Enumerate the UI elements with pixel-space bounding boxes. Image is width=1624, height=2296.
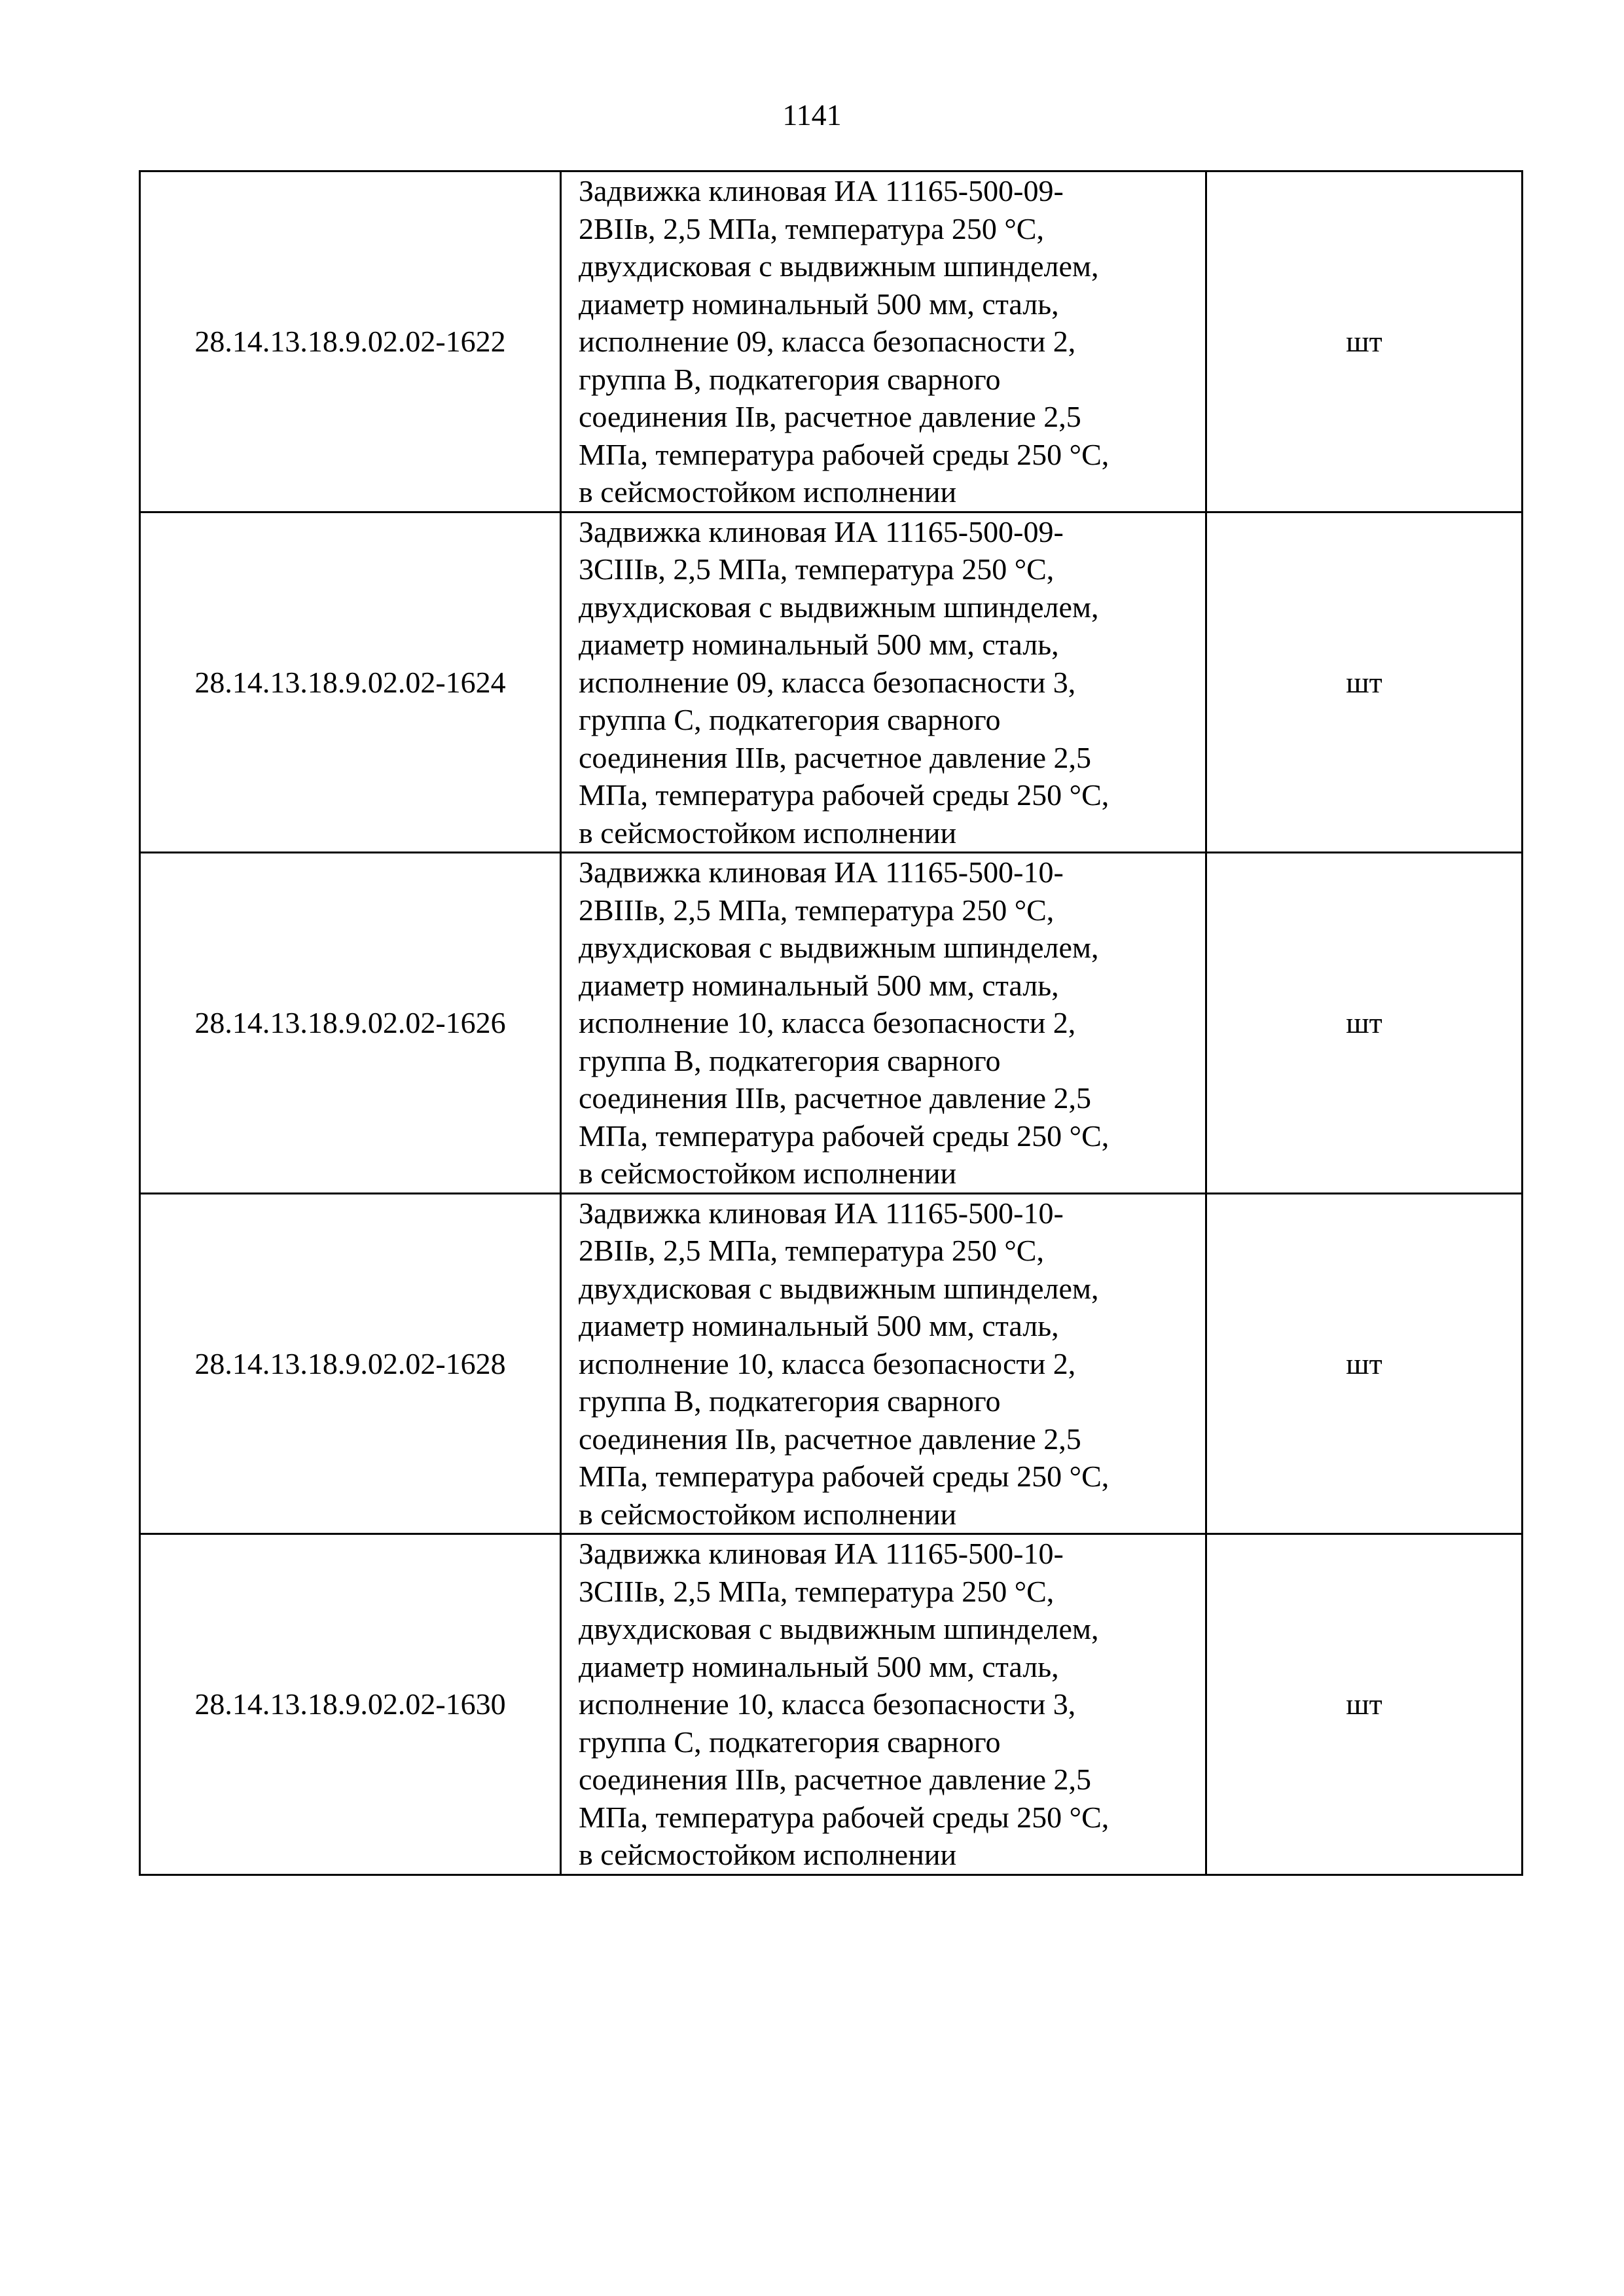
description-line: исполнение 09, класса безопасности 2, (579, 325, 1076, 358)
description-line: диаметр номинальный 500 мм, сталь, (579, 1649, 1059, 1683)
description-line: Задвижка клиновая ИА 11165-500-09- (579, 514, 1064, 548)
description-line: группа В, подкатегория сварного (579, 1384, 1001, 1418)
unit-cell: шт (1206, 853, 1523, 1194)
resource-code-cell: 28.14.13.18.9.02.02-1622 (140, 171, 561, 512)
description-line: диаметр номинальный 500 мм, сталь, (579, 287, 1059, 321)
description-cell (561, 1534, 1206, 1875)
table-row (140, 512, 1523, 853)
description-line: двухдисковая с выдвижным шпинделем, (579, 590, 1099, 624)
description-line: соединения IIв, расчетное давление 2,5 (579, 400, 1081, 433)
description-line: МПа, температура рабочей среды 250 °С, (579, 778, 1110, 812)
description-line: МПа, температура рабочей среды 250 °С, (579, 1119, 1110, 1153)
description-line: исполнение 09, класса безопасности 3, (579, 665, 1076, 699)
description-line: 3СIIIв, 2,5 МПа, температура 250 °С, (579, 552, 1055, 586)
description-line: МПа, температура рабочей среды 250 °С, (579, 437, 1110, 471)
resource-code-cell: 28.14.13.18.9.02.02-1624 (140, 512, 561, 853)
description-line: 3СIIIв, 2,5 МПа, температура 250 °С, (579, 1574, 1055, 1608)
description-line: двухдисковая с выдвижным шпинделем, (579, 249, 1099, 283)
description-line: соединения IIIв, расчетное давление 2,5 (579, 740, 1092, 774)
description-line: в сейсмостойком исполнении (579, 1157, 957, 1190)
table-row (140, 171, 1523, 512)
description-line: диаметр номинальный 500 мм, сталь, (579, 1309, 1059, 1342)
description-line: Задвижка клиновая ИА 11165-500-10- (579, 1196, 1064, 1230)
description-line: двухдисковая с выдвижным шпинделем, (579, 1271, 1099, 1305)
unit-cell: шт (1206, 1534, 1523, 1875)
description-line: МПа, температура рабочей среды 250 °С, (579, 1460, 1110, 1493)
page-number: 1141 (782, 98, 842, 132)
table-body (140, 171, 1523, 1875)
table-row (140, 1534, 1523, 1875)
description-line: исполнение 10, класса безопасности 2, (579, 1006, 1076, 1039)
description-line: группа В, подкатегория сварного (579, 362, 1001, 396)
unit-cell: шт (1206, 1193, 1523, 1534)
description-line: 2ВIIв, 2,5 МПа, температура 250 °С, (579, 1234, 1044, 1267)
description-line: в сейсмостойком исполнении (579, 1497, 957, 1531)
description-line: диаметр номинальный 500 мм, сталь, (579, 968, 1059, 1002)
description-line: исполнение 10, класса безопасности 2, (579, 1346, 1076, 1380)
description-line: в сейсмостойком исполнении (579, 1838, 957, 1871)
description-line: 2ВIIIв, 2,5 МПа, температура 250 °С, (579, 893, 1055, 927)
description-cell (561, 1193, 1206, 1534)
resource-code-cell: 28.14.13.18.9.02.02-1630 (140, 1534, 561, 1875)
description-line: Задвижка клиновая ИА 11165-500-09- (579, 174, 1064, 207)
table-row (140, 1193, 1523, 1534)
description-cell (561, 171, 1206, 512)
description-line: диаметр номинальный 500 мм, сталь, (579, 628, 1059, 661)
description-line: соединения IIIв, расчетное давление 2,5 (579, 1081, 1092, 1115)
resource-code-cell: 28.14.13.18.9.02.02-1628 (140, 1193, 561, 1534)
resource-code-cell: 28.14.13.18.9.02.02-1626 (140, 853, 561, 1194)
description-line: в сейсмостойком исполнении (579, 475, 957, 509)
description-line: 2ВIIв, 2,5 МПа, температура 250 °С, (579, 211, 1044, 245)
description-cell (561, 512, 1206, 853)
description-line: Задвижка клиновая ИА 11165-500-10- (579, 855, 1064, 889)
description-line: МПа, температура рабочей среды 250 °С, (579, 1800, 1110, 1834)
description-line: исполнение 10, класса безопасности 3, (579, 1687, 1076, 1721)
table-row (140, 853, 1523, 1194)
unit-cell: шт (1206, 171, 1523, 512)
description-line: группа С, подкатегория сварного (579, 1725, 1001, 1759)
unit-cell: шт (1206, 512, 1523, 853)
description-line: двухдисковая с выдвижным шпинделем, (579, 931, 1099, 964)
description-line: в сейсмостойком исполнении (579, 816, 957, 850)
description-line: группа С, подкатегория сварного (579, 703, 1001, 736)
description-cell (561, 853, 1206, 1194)
description-line: Задвижка клиновая ИА 11165-500-10- (579, 1537, 1064, 1570)
description-line: соединения IIIв, расчетное давление 2,5 (579, 1763, 1092, 1796)
description-line: двухдисковая с выдвижным шпинделем, (579, 1612, 1099, 1645)
spec-table (139, 170, 1523, 1876)
description-line: группа В, подкатегория сварного (579, 1043, 1001, 1077)
description-line: соединения IIв, расчетное давление 2,5 (579, 1422, 1081, 1456)
